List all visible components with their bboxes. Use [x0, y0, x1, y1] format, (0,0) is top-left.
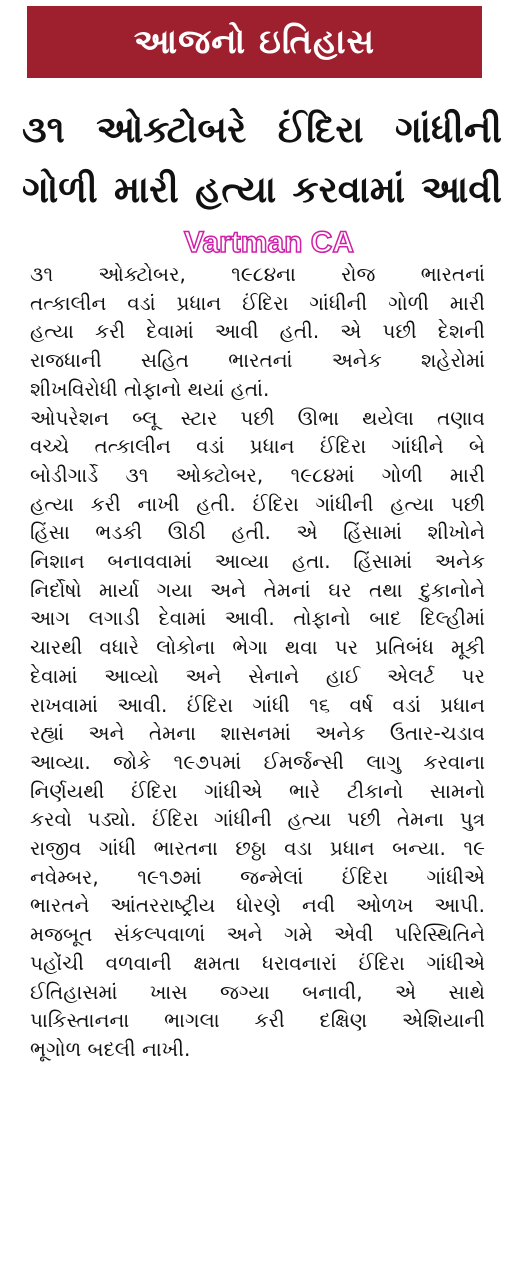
article-line: ભૂગોળ બદલી નાખી.	[30, 1036, 191, 1061]
article-line: દેવામાં આવ્યો અને સેનાને હાઈ એલર્ટ પર	[30, 663, 485, 688]
headline-line: ૩૧ ઓક્ટોબરે ઈંદિરા ગાંધીની	[22, 108, 502, 151]
article-line: ઓપરેશન બ્લૂ સ્ટાર પછી ઊભા થયેલા તણાવ	[30, 405, 485, 430]
article-line: કરવો પડ્યો. ઈંદિરા ગાંધીની હત્યા પછી તેમના પુત્ર	[30, 807, 485, 832]
section-title: આજનો ઇતિહાસ	[133, 22, 376, 62]
headline-line: ગોળી મારી હત્યા કરવામાં આવી	[22, 168, 502, 211]
article-line: ચારથી વધારે લોકોના ભેગા થવા પર પ્રતિબંધ મૂકી	[30, 635, 485, 660]
article-line: નિર્ણયથી ઈંદિરા ગાંધીએ ભારે ટીકાનો સામનો	[30, 778, 485, 803]
article-line: રાજીવ ગાંધી ભારતના છઠ્ઠા વડા પ્રધાન બન્યા. ૧૯	[30, 836, 485, 861]
article-line: ૩૧ ઓક્ટોબર, ૧૯૮૪ના રોજ ભારતનાં	[30, 262, 485, 286]
article-line: ઈતિહાસમાં ખાસ જગ્યા બનાવી, એ સાથે	[30, 979, 485, 1004]
article-line: નવેમ્બર, ૧૯૧૭માં જન્મેલાં ઈંદિરા ગાંધીએ	[30, 864, 485, 889]
section-banner	[27, 6, 482, 78]
article-line: રહ્યાં અને તેમના શાસનમાં અનેક ઉતાર-ચડાવ	[30, 721, 485, 746]
article-line: હત્યા કરી દેવામાં આવી હતી. એ પછી દેશની	[30, 319, 485, 344]
article-line: મજબૂત સંકલ્પવાળાં અને ગમે એવી પરિસ્થિતિને	[30, 922, 485, 947]
article-line: પાકિસ્તાનના ભાગલા કરી દક્ષિણ એશિયાની	[30, 1008, 485, 1033]
article-line: તત્કાલીન વડાં પ્રધાન ઈંદિરા ગાંધીની ગોળી મારી	[30, 290, 485, 315]
article-line: પહોંચી વળવાની ક્ષમતા ધરાવનારાં ઈંદિરા ગાંધીએ	[30, 950, 485, 975]
article-line: નિશાન બનાવવામાં આવ્યા હતા. હિંસામાં અનેક	[30, 549, 485, 574]
article-line: હત્યા કરી નાખી હતી. ઈંદિરા ગાંધીની હત્યા પછી	[30, 491, 485, 516]
article-line: બોડીગાર્ડે ૩૧ ઓક્ટોબર, ૧૯૮૪માં ગોળી મારી	[30, 462, 485, 487]
article-line: આગ લગાડી દેવામાં આવી. તોફાનો બાદ દિલ્હીમાં	[30, 606, 485, 631]
article-line: રાખવામાં આવી. ઈંદિરા ગાંધી ૧૬ વર્ષ વડાં પ્રધાન	[30, 692, 485, 717]
article-line: આવ્યા. જોકે ૧૯૭૫માં ઈમર્જન્સી લાગુ કરવાના	[30, 749, 485, 774]
article-line: રાજધાની સહિત ભારતનાં અનેક શહેરોમાં	[30, 348, 485, 373]
headline	[22, 100, 502, 220]
article-line: વચ્ચે તત્કાલીન વડાં પ્રધાન ઈંદિરા ગાંધીને બે	[30, 434, 485, 459]
article-line: નિર્દોષો માર્યા ગયા અને તેમનાં ઘર તથા દુકાનોને	[30, 577, 485, 602]
article-body	[30, 260, 485, 1064]
article-line: ભારતને આંતરરાષ્ટ્રીય ધોરણે નવી ઓળખ આપી.	[30, 893, 485, 918]
article-line: શીખવિરોધી તોફાનો થયાં હતાં.	[30, 376, 270, 401]
article-line: હિંસા ભડકી ઊઠી હતી. એ હિંસામાં શીખોને	[30, 520, 485, 545]
watermark-logo: Vartman CA	[184, 226, 355, 259]
